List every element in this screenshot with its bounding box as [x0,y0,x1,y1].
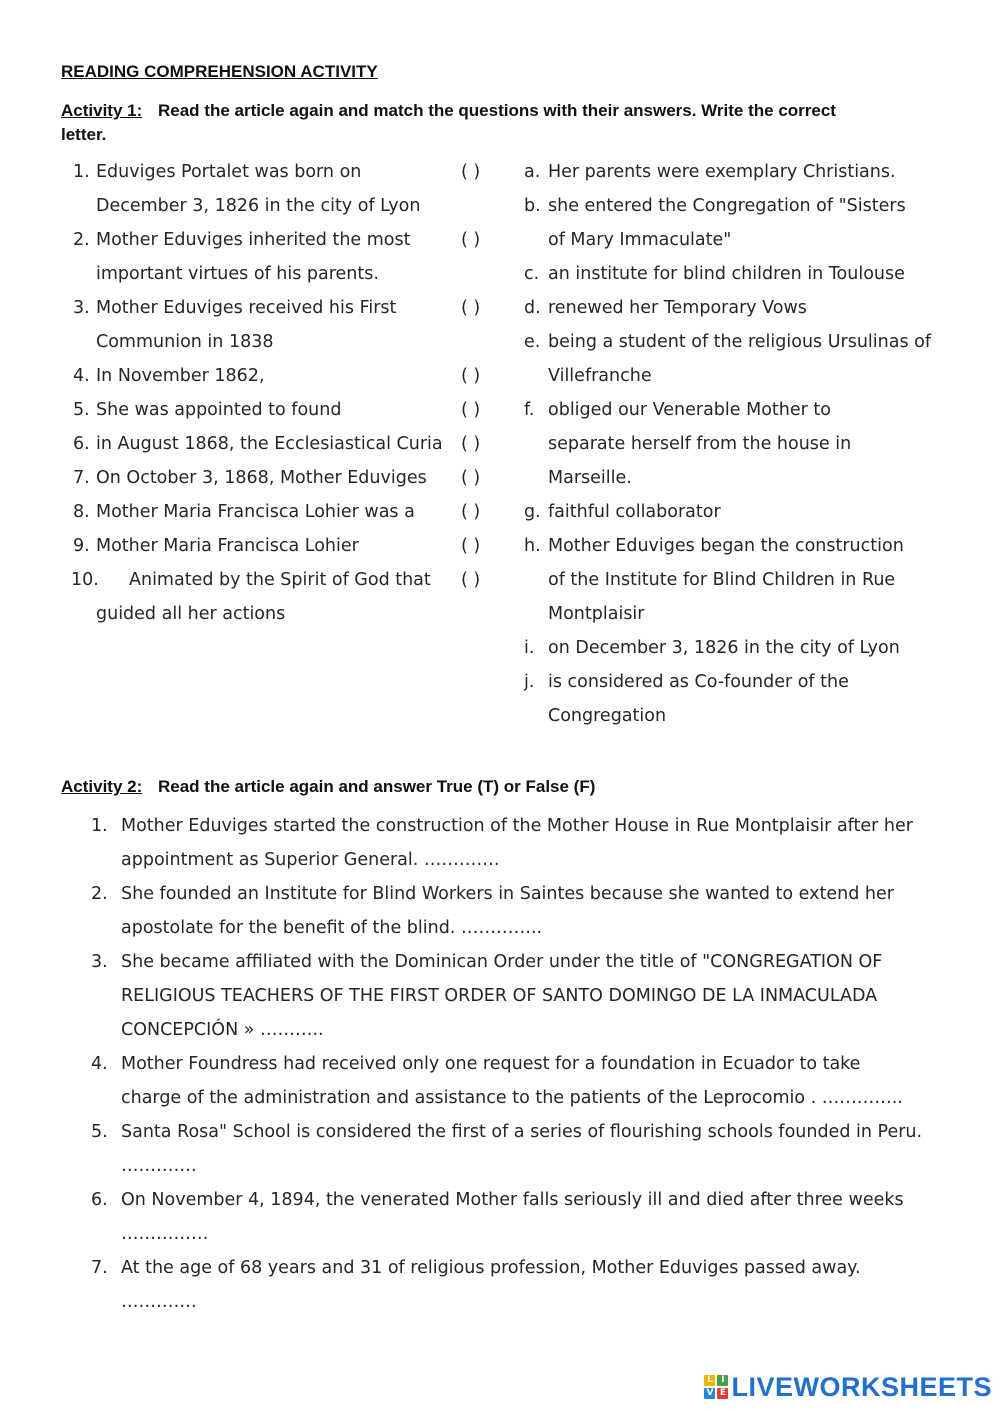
question-text: She was appointed to found [96,400,342,420]
question-text: Mother Maria Francisca Lohier [96,536,359,556]
answer-blank[interactable]: ( ) [461,434,481,454]
answer-blank[interactable]: ( ) [461,570,481,590]
statement-text: At the age of 68 years and 31 of religious profession, Mother Eduviges passed away. [121,1258,861,1278]
question-number: 7. [73,468,90,488]
question-text: Animated by the Spirit of God that [129,570,431,590]
statement-text: …………… [121,1224,209,1244]
answer-text: she entered the Congregation of "Sisters [548,196,906,216]
answer-blank[interactable]: ( ) [461,298,481,318]
activity2-label: Activity 2: [61,777,143,796]
statement-number: 4. [91,1054,108,1074]
question-number: 5. [73,400,90,420]
statement-text: On November 4, 1894, the venerated Mother falls seriously ill and died after three weeks [121,1190,904,1210]
question-text: Mother Maria Francisca Lohier was a [96,502,415,522]
activity2-instruction: Read the article again and answer True (T) or False (F) [158,777,596,796]
answer-text: of the Institute for Blind Children in Rue [548,570,896,590]
answer-letter: e. [524,332,541,352]
statement-text: RELIGIOUS TEACHERS OF THE FIRST ORDER OF SANTO DOMINGO DE LA INMACULADA [121,986,878,1006]
question-text: In November 1862, [96,366,265,386]
statement-number: 3. [91,952,108,972]
answer-blank[interactable]: ( ) [461,366,481,386]
answer-text: being a student of the religious Ursulinas of [548,332,932,352]
answer-blank[interactable]: ( ) [461,468,481,488]
question-text: Mother Eduviges inherited the most [96,230,411,250]
question-number: 4. [73,366,90,386]
answer-text: on December 3, 1826 in the city of Lyon [548,638,900,658]
answer-text: Montplaisir [548,604,645,624]
answer-text: Congregation [548,706,667,726]
answer-letter: g. [524,502,541,522]
question-text: Eduviges Portalet was born on [96,162,362,182]
answer-letter: i. [524,638,535,658]
liveworksheets-logo [704,1373,992,1401]
statement-number: 2. [91,884,108,904]
page-title: READING COMPREHENSION ACTIVITY [61,62,378,81]
question-text: December 3, 1826 in the city of Lyon [96,196,421,216]
question-text: On October 3, 1868, Mother Eduviges [96,468,427,488]
question-number: 10. [71,570,99,590]
answer-letter: h. [524,536,541,556]
logo-mark-tile: V [704,1388,715,1399]
statement-number: 7. [91,1258,108,1278]
question-number: 1. [73,162,90,182]
activity1-label: Activity 1: [61,101,143,120]
question-number: 6. [73,434,90,454]
logo-mark-tile: I [717,1375,728,1386]
question-text: Mother Eduviges received his First [96,298,397,318]
statement-text: She founded an Institute for Blind Workers in Saintes because she wanted to extend her [121,884,894,904]
answer-letter: a. [524,162,541,182]
answer-text: Marseille. [548,468,632,488]
statement-text: …………. [121,1292,197,1312]
statement-text: Mother Foundress had received only one request for a foundation in Ecuador to take [121,1054,861,1074]
answer-text: is considered as Co-founder of the [548,672,849,692]
statement-number: 1. [91,816,108,836]
answer-text: renewed her Temporary Vows [548,298,807,318]
statement-text: Mother Eduviges started the construction of the Mother House in Rue Montplaisir after her [121,816,913,836]
question-text: in August 1868, the Ecclesiastical Curia [96,434,443,454]
question-text: guided all her actions [96,604,286,624]
answer-text: faithful collaborator [548,502,721,522]
answer-text: Mother Eduviges began the construction [548,536,904,556]
answer-text: separate herself from the house in [548,434,852,454]
answer-letter: f. [524,400,535,420]
answer-letter: j. [524,672,535,692]
question-number: 8. [73,502,90,522]
statement-text: Santa Rosa" School is considered the first of a series of flourishing schools founded in Peru. [121,1122,923,1142]
question-number: 3. [73,298,90,318]
logo-mark-tile: L [704,1375,715,1386]
statement-text: charge of the administration and assistance to the patients of the Leprocomio . ………….. [121,1088,903,1108]
statement-text: …………. [121,1156,197,1176]
statement-number: 6. [91,1190,108,1210]
question-number: 2. [73,230,90,250]
answer-text: of Mary Immaculate" [548,230,732,250]
answer-letter: c. [524,264,540,284]
question-number: 9. [73,536,90,556]
liveworksheets-logo-icon [704,1375,728,1399]
question-text: important virtues of his parents. [96,264,379,284]
statement-text: She became affiliated with the Dominican Order under the title of "CONGREGATION OF [121,952,883,972]
answer-letter: d. [524,298,541,318]
statement-text: apostolate for the benefit of the blind. ………….. [121,918,543,938]
answer-text: obliged our Venerable Mother to [548,400,831,420]
question-text: Communion in 1838 [96,332,274,352]
answer-blank[interactable]: ( ) [461,502,481,522]
answer-text: Her parents were exemplary Christians. [548,162,896,182]
logo-text: LIVEWORKSHEETS [731,1371,992,1402]
activity1-instruction-line1: Read the article again and match the questions with their answers. Write the correct [158,101,836,120]
activity1-instruction-line2: letter. [61,125,107,144]
answer-letter: b. [524,196,541,216]
answer-text: an institute for blind children in Toulouse [548,264,905,284]
answer-text: Villefranche [548,366,652,386]
answer-blank[interactable]: ( ) [461,230,481,250]
statement-text: CONCEPCIÓN » ……….. [121,1020,324,1040]
statement-text: appointment as Superior General. …………. [121,850,500,870]
logo-mark-tile: E [717,1388,728,1399]
answer-blank[interactable]: ( ) [461,162,481,182]
answer-blank[interactable]: ( ) [461,400,481,420]
statement-number: 5. [91,1122,108,1142]
answer-blank[interactable]: ( ) [461,536,481,556]
